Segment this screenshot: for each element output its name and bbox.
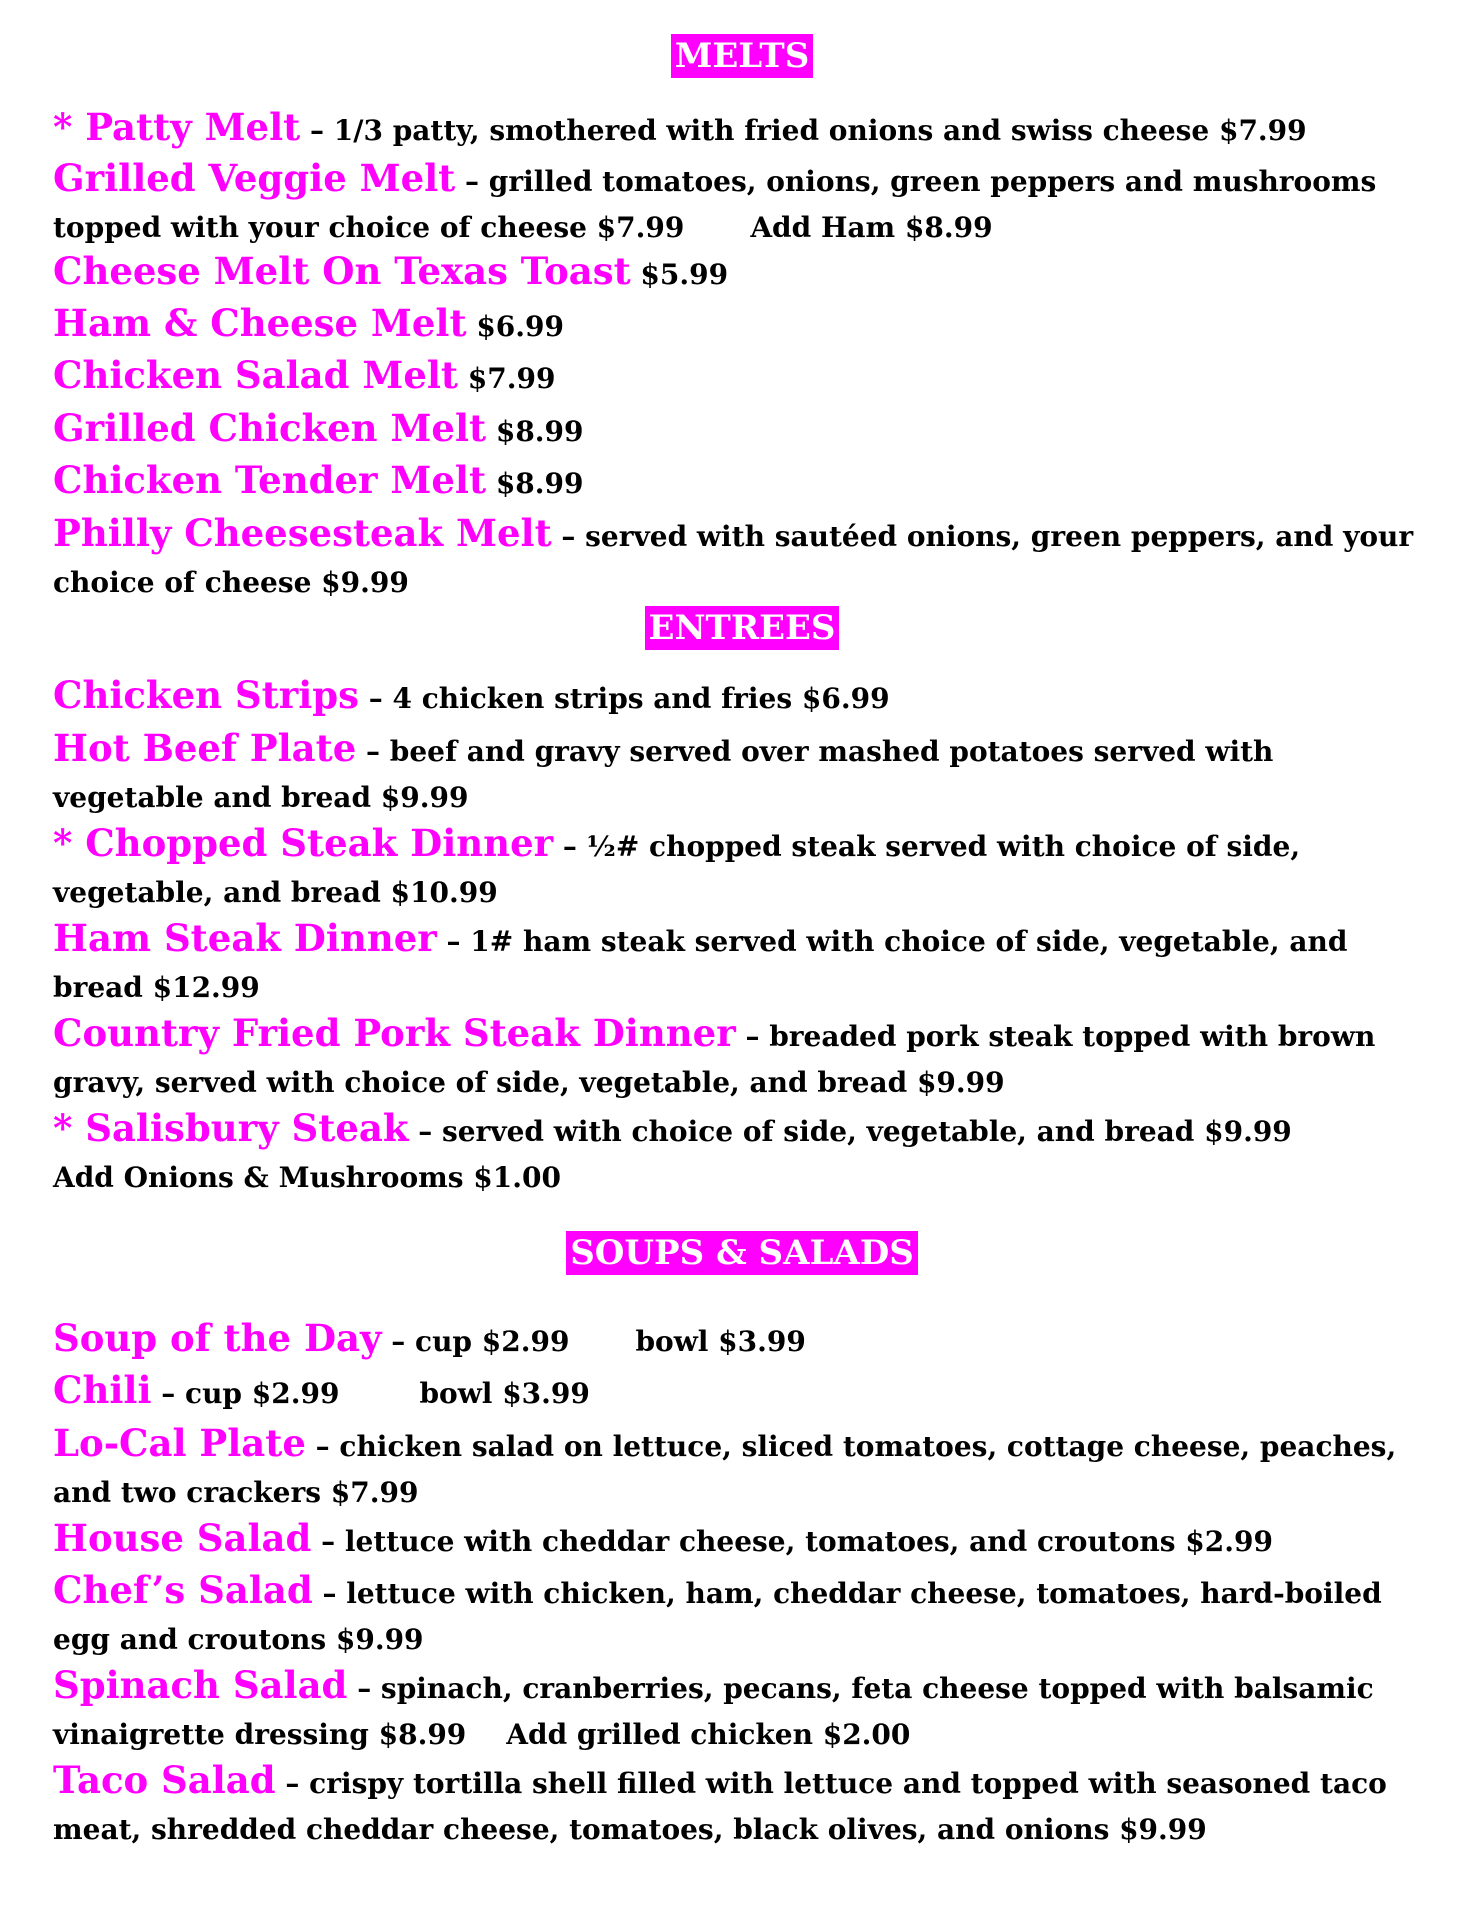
item-name: * Salisbury Steak: [53, 1106, 409, 1150]
soups-salads-heading-label: SOUPS & SALADS: [566, 1231, 918, 1275]
item-desc: – served with sautéed onions, green peppers, and your choice of cheese $9.99: [53, 520, 1414, 599]
item-desc: $8.99: [495, 467, 584, 500]
menu-item-salisbury-steak: [53, 1105, 1433, 1201]
melts-heading: [0, 34, 1484, 78]
item-extra: Add grilled chicken $2.00: [506, 1718, 911, 1751]
item-name: Chicken Tender Melt: [53, 458, 487, 502]
menu-item-hot-beef-plate: [53, 725, 1433, 821]
menu-item-chefs-salad: [53, 1567, 1433, 1663]
item-desc: – beef and gravy served over mashed potatoes served with vegetable and bread $9.99: [53, 735, 1274, 814]
item-name: Grilled Veggie Melt: [53, 156, 456, 200]
item-name: Chicken Salad Melt: [53, 353, 459, 397]
item-name: Chef’s Salad: [53, 1568, 313, 1612]
item-name: Philly Cheesesteak Melt: [53, 511, 552, 555]
item-desc: – ½# chopped steak served with choice of side, vegetable, and bread $10.99: [53, 830, 1301, 909]
item-name: House Salad: [53, 1516, 312, 1560]
item-desc: – grilled tomatoes, onions, green peppers and mushrooms topped with your choice of cheese $7.99: [53, 165, 1377, 244]
entrees-heading: [0, 606, 1484, 650]
item-name: * Patty Melt: [53, 105, 301, 149]
item-desc: – 4 chicken strips and fries $6.99: [368, 682, 890, 715]
item-desc: $7.99: [467, 362, 556, 395]
item-name: * Chopped Steak Dinner: [53, 821, 554, 865]
menu-item-chicken-strips: [53, 672, 1433, 722]
soups-salads-heading: [0, 1231, 1484, 1275]
menu-item-grilled-veggie-melt: [53, 155, 1433, 251]
menu-item-ham-steak-dinner: [53, 915, 1433, 1011]
item-desc: – lettuce with chicken, ham, cheddar cheese, tomatoes, hard-boiled egg and croutons $9.99: [53, 1577, 1382, 1656]
item-desc: $5.99: [640, 258, 729, 291]
melts-heading-label: MELTS: [671, 34, 814, 78]
item-desc: – cup $2.99: [161, 1377, 340, 1410]
item-name: Ham Steak Dinner: [53, 916, 437, 960]
item-desc: – spinach, cranberries, pecans, feta cheese topped with balsamic vinaigrette dressing $8.99: [53, 1672, 1374, 1751]
menu-item-ham-cheese-melt: [53, 300, 1433, 350]
item-desc: – 1/3 patty, smothered with fried onions and swiss cheese $7.99: [310, 114, 1307, 147]
menu-item-country-fried-pork-steak: [53, 1010, 1433, 1106]
item-extra: Add Onions & Mushrooms $1.00: [53, 1161, 561, 1194]
menu-item-patty-melt: [53, 104, 1433, 154]
menu-item-chili: [53, 1367, 1433, 1417]
menu-item-chicken-salad-melt: [53, 352, 1433, 402]
menu-item-grilled-chicken-melt: [53, 405, 1433, 455]
item-desc: – served with choice of side, vegetable, and bread $9.99: [418, 1115, 1292, 1148]
item-name: Taco Salad: [53, 1758, 276, 1802]
menu-item-chopped-steak-dinner: [53, 820, 1433, 916]
item-name: Lo-Cal Plate: [53, 1421, 306, 1465]
menu-item-spinach-salad: [53, 1662, 1433, 1758]
item-desc: – 1# ham steak served with choice of side, vegetable, and bread $12.99: [53, 925, 1348, 1004]
item-name: Spinach Salad: [53, 1663, 348, 1707]
item-name: Country Fried Pork Steak Dinner: [53, 1011, 736, 1055]
menu-item-house-salad: [53, 1515, 1433, 1565]
item-extra: bowl $3.99: [635, 1325, 806, 1358]
item-name: Chili: [53, 1368, 152, 1412]
item-name: Soup of the Day: [53, 1316, 382, 1360]
item-name: Ham & Cheese Melt: [53, 301, 467, 345]
menu-item-soup-of-the-day: [53, 1315, 1433, 1365]
item-extra: Add Ham $8.99: [750, 211, 993, 244]
menu-item-chicken-tender-melt: [53, 457, 1433, 507]
item-desc: – lettuce with cheddar cheese, tomatoes, and croutons $2.99: [321, 1525, 1273, 1558]
item-name: Hot Beef Plate: [53, 726, 357, 770]
menu-item-lo-cal-plate: [53, 1420, 1433, 1516]
item-desc: – cup $2.99: [391, 1325, 570, 1358]
item-name: Grilled Chicken Melt: [53, 406, 487, 450]
menu-item-taco-salad: [53, 1757, 1433, 1853]
item-name: Cheese Melt On Texas Toast: [53, 249, 631, 293]
item-desc: – breaded pork steak topped with brown gravy, served with choice of side, vegetable, and bread $9.99: [53, 1020, 1376, 1099]
item-desc: $8.99: [495, 415, 584, 448]
item-extra: bowl $3.99: [419, 1377, 590, 1410]
menu-item-cheese-melt: [53, 248, 1433, 298]
item-desc: – chicken salad on lettuce, sliced tomatoes, cottage cheese, peaches, and two crackers $7.99: [53, 1430, 1397, 1509]
item-desc: – crispy tortilla shell filled with lettuce and topped with seasoned taco meat, shredded cheddar cheese, tomatoes, black olives, and onions $9.99: [53, 1767, 1387, 1846]
item-desc: $6.99: [476, 310, 565, 343]
item-name: Chicken Strips: [53, 673, 359, 717]
entrees-heading-label: ENTREES: [645, 606, 840, 650]
menu-item-philly-cheesesteak-melt: [53, 510, 1433, 606]
